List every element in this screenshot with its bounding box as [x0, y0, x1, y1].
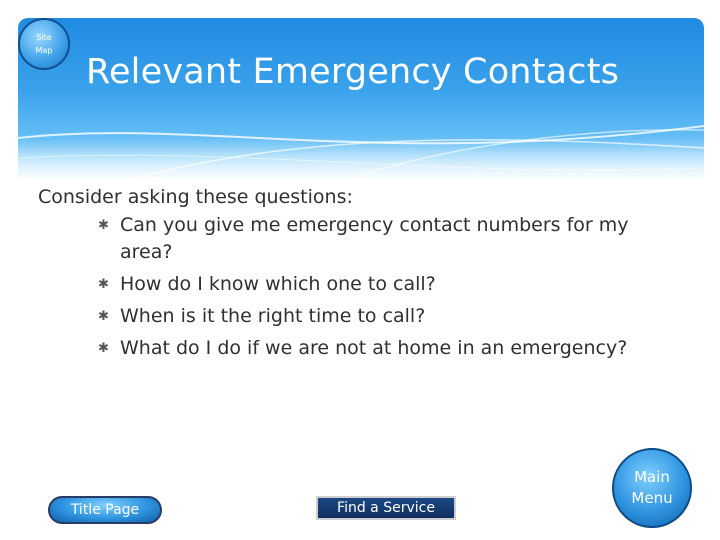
header-fade — [18, 138, 704, 178]
list-item-text: Can you give me emergency contact numbers for my area? — [120, 214, 629, 263]
list-item — [98, 335, 678, 362]
site-map-button[interactable] — [18, 18, 70, 70]
lead-text: Consider asking these questions: — [38, 186, 353, 208]
page-title: Relevant Emergency Contacts — [86, 52, 620, 92]
main-menu-label: Main Menu — [631, 468, 673, 507]
asterisk-bullet-icon: ✱ — [98, 218, 109, 233]
main-menu-button[interactable] — [612, 448, 692, 528]
list-item — [98, 303, 678, 330]
list-item-text: How do I know which one to call? — [120, 273, 436, 295]
title-page-button[interactable]: Title Page — [48, 496, 162, 524]
list-item — [98, 271, 678, 298]
list-item-text: What do I do if we are not at home in an emergency? — [120, 337, 628, 359]
header-banner — [18, 18, 704, 178]
asterisk-bullet-icon: ✱ — [98, 277, 109, 292]
asterisk-bullet-icon: ✱ — [98, 341, 109, 356]
list-item — [98, 212, 678, 266]
asterisk-bullet-icon: ✱ — [98, 309, 109, 324]
find-service-button[interactable]: Find a Service — [316, 496, 456, 520]
question-list — [38, 212, 678, 362]
list-item-text: When is it the right time to call? — [120, 305, 426, 327]
site-map-label: Site Map — [35, 33, 53, 55]
content-body — [38, 182, 678, 367]
